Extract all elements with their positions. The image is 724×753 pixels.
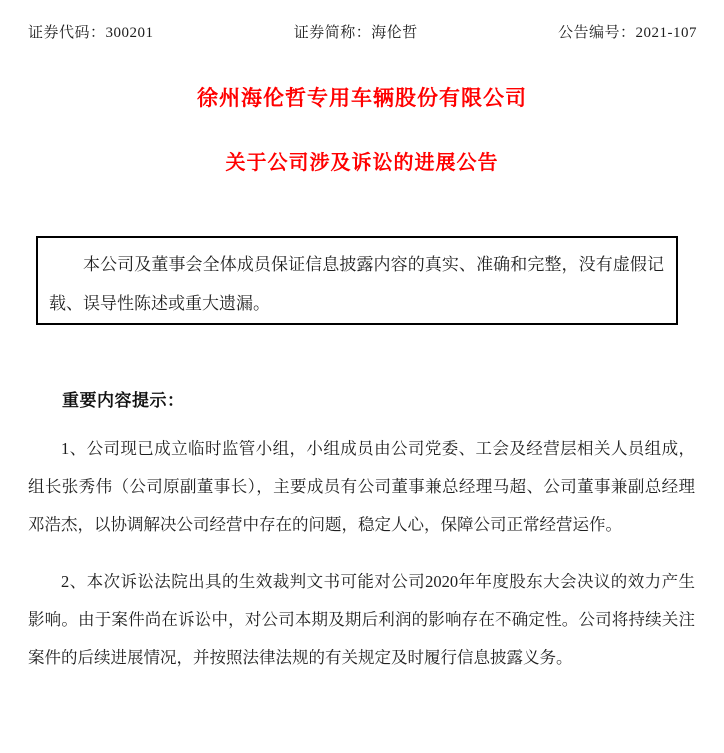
notice-paragraph-1: 1、公司现已成立临时监管小组，小组成员由公司党委、工会及经营层相关人员组成，组长张秀伟（公司原副董事长），主要成员有公司董事兼总经理马超、公司董事兼副总经理邓浩杰，以协调解决公司经营中存在的问题，稳定人心，保障公司正常经营运作。: [28, 439, 695, 534]
announcement-title: 关于公司涉及诉讼的进展公告: [225, 152, 499, 174]
stock-name: 证券简称：海伦哲: [293, 25, 418, 41]
disclaimer-box: [36, 236, 678, 325]
announcement-number: 公告编号：2021-107: [558, 25, 697, 41]
stock-code: 证券代码：300201: [28, 25, 154, 41]
notice-paragraph-2: 2、本次诉讼法院出具的生效裁判文书可能对公司2020年年度股东大会决议的效力产生影响。由于案件尚在诉讼中，对公司本期及期后利润的影响存在不确定性。公司将持续关注案件的后续进展情况，并按照法律法规的有关规定及时履行信息披露义务。: [28, 572, 695, 667]
disclaimer-text: 本公司及董事会全体成员保证信息披露内容的真实、准确和完整，没有虚假记载、误导性陈述或重大遗漏。: [49, 255, 664, 313]
important-notice-heading: 重要内容提示：: [62, 391, 185, 410]
company-title: 徐州海伦哲专用车辆股份有限公司: [197, 86, 527, 110]
document-header: [0, 0, 724, 42]
